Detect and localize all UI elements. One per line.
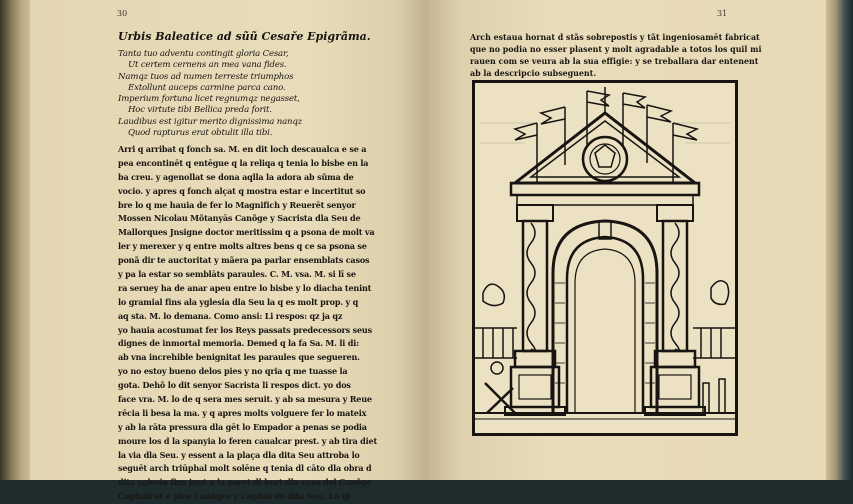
text-line: Arch estaua hornat d stãs sobrepostis y tãt ingeniosamēt fabricat <box>470 33 760 42</box>
book-edge-left <box>0 0 30 480</box>
verse-line: Hoc virtute tibi Bellica preda forit. <box>128 105 272 116</box>
epigram-verse <box>118 49 398 139</box>
text-line: Mossen Nicolau Mõtanyās Canõge y Sacrista dla Seu de <box>118 213 361 224</box>
text-line: rauen com se veura ab la sua effigie: y se treballara dar entenent <box>470 57 759 66</box>
triumphal-arch-woodcut <box>472 80 738 436</box>
verse-line: Ut certem cernens an mea vana fides. <box>128 60 287 71</box>
text-line: bre lo q me hauia de fer lo Magnifich y Reuerēt senyor <box>118 199 356 210</box>
chronicle-text <box>118 143 398 504</box>
text-line: la via dla Seu. y essent a la plaça dla dita Seu attroba lo <box>118 449 360 460</box>
text-line: moure los d la spanyia lo feren caualcar prest. y ab tira diet <box>118 435 378 446</box>
text-line: dignes de inmortal memoria. Demed q la fa Sa. M. li di: <box>118 338 359 349</box>
text-line: aq sta. M. lo demana. Como ansi: Li respos: qz ja qz <box>118 310 343 321</box>
text-line: lo gramial fins ala yglesia dla Seu la q es molt prop. y q <box>118 296 359 307</box>
text-line: ab la descripcio subseguent. <box>470 69 597 78</box>
text-line: yo hauia acostumat fer los Reys passats predecessors seus <box>118 324 372 335</box>
text-line: pea encontinēt q entēgue q la reliqa q tenia lo bisbe en la <box>118 157 369 168</box>
text-line: rēcia li besa la ma. y q apres molts volguere fer lo mateix <box>118 407 367 418</box>
text-line: dita yglesia fins junt a la paret dl hort dla casa del Canõge <box>118 477 372 488</box>
text-line: ra seruey ha de anar apeu entre lo bisbe y lo diacha tenint <box>118 282 372 293</box>
text-line: y pa la estar so semblāts paraules. C. M. vsa. M. si lī se <box>118 269 356 280</box>
verse-line: Laudibus est igitur merito dignissima nanqz <box>118 116 302 127</box>
book-edge-right <box>826 0 853 480</box>
left-page <box>30 0 428 502</box>
epigram-heading: Urbis Baleatice ad sũũ Cesaře Epigrãma. <box>118 30 371 43</box>
text-line: face vra. M. lo de q sera mes seruit. y ab sa mesura y Reue <box>118 394 372 405</box>
verse-line: Namqz tuos ad numen terreste triumphos <box>118 71 294 82</box>
text-line: Mallorques Jnsigne doctor meritissim q a psona de molt va <box>118 227 375 238</box>
verse-line: Quod rapturus erat obtulit illa tibi. <box>128 128 273 139</box>
text-line: Caphull et e plos Canõges y Capitol de dita Seu. Lo ql <box>118 491 350 502</box>
text-line: ab vna increhible benignitat les paraules que segueren. <box>118 352 360 363</box>
text-line: ba creu. y agenollat se dona aqlla la adora ab sũma de <box>118 171 354 182</box>
verse-line: Tanta tuo adventu contingit gloria Cesar, <box>118 49 289 59</box>
text-line: y ab la rāta pressura dla gēt lo Empador a penas se podia <box>118 421 367 432</box>
verse-line: Extollunt auceps carmine parca cano. <box>128 82 286 93</box>
text-line: ler y merexer y q entre molts altres bens q ce sa psona se <box>118 241 367 252</box>
page-number: 30 <box>117 9 128 18</box>
text-line: gota. Dehõ lo dit senyor Sacrista li respos dict. yo dos <box>118 380 351 391</box>
right-page <box>428 0 826 480</box>
text-line: seguēt arch triūphal molt solēne q tenia dl cāto dla obra d <box>118 463 372 474</box>
arch-description-text <box>470 32 790 80</box>
text-line: vocio. y apres q fonch alçat q mostra estar e incertitut so <box>118 185 366 196</box>
text-line: yo no estoy bueno delos pies y no qria q me tuasse la <box>118 366 348 377</box>
text-line: Arri q arribat q fonch sa. M. en dit loch descaualca e se a <box>118 144 367 154</box>
text-line: que no podia no esser plasent y molt agradable a totos los quil mi <box>470 45 762 54</box>
verse-line: Imperium fortuna licet regnumqz negasset, <box>118 94 300 105</box>
text-line: ponã dir te auctoritat y mãera pa parlar ensemblats casos <box>118 255 370 266</box>
page-number: 31 <box>717 9 728 18</box>
